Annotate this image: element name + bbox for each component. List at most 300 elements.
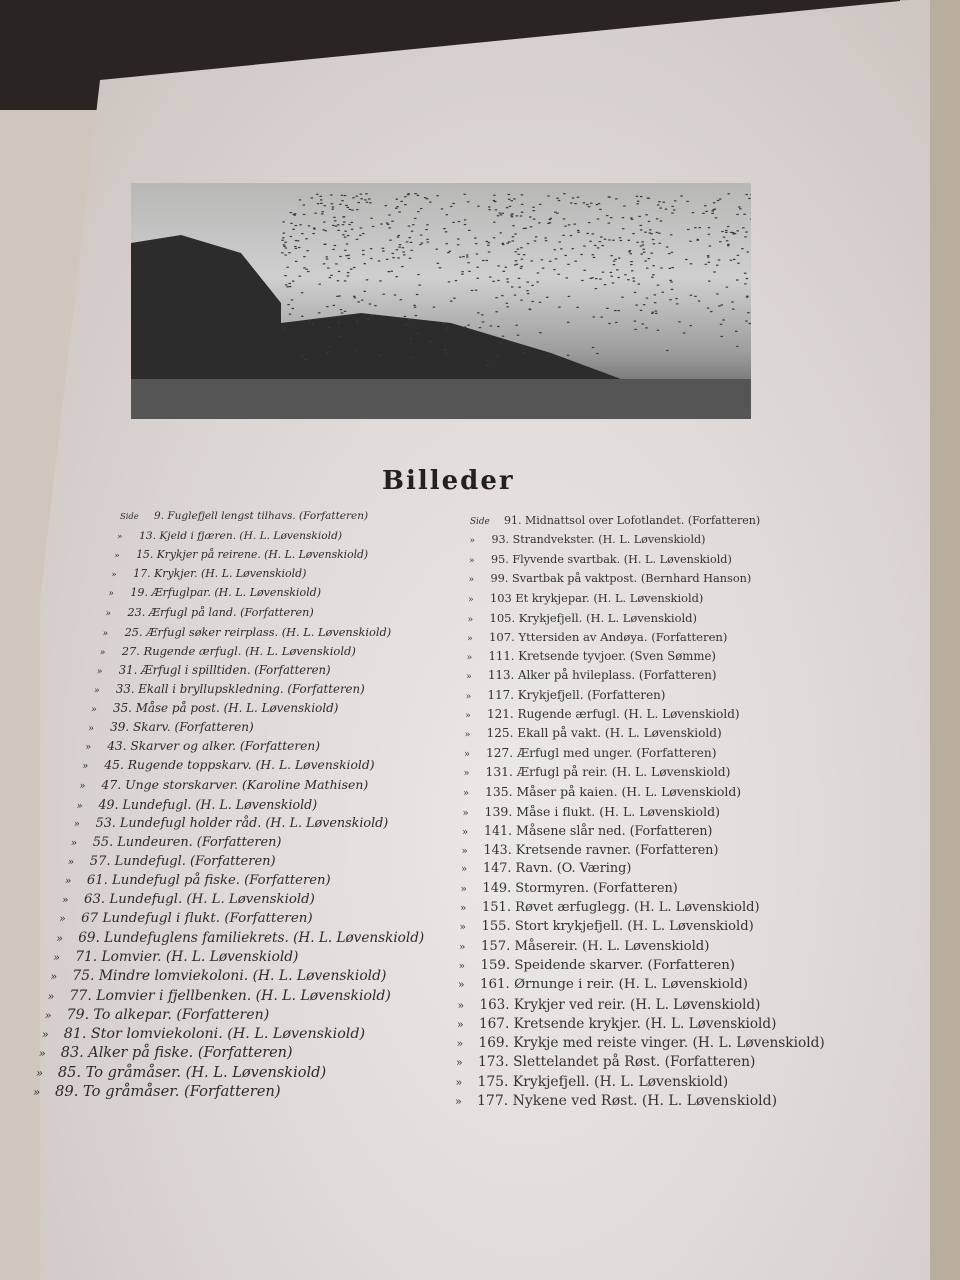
bird-mark	[284, 254, 287, 255]
bird-mark	[411, 250, 414, 251]
bird-mark	[391, 253, 394, 254]
entry-text: 169. Krykje med reiste vinger. (H. L. Løvenskiold)	[478, 1035, 825, 1052]
entry-text: 15. Krykjer på reirene. (H. L. Løvenskiold)	[136, 548, 369, 562]
bird-mark	[616, 269, 619, 270]
bird-mark	[593, 257, 596, 258]
entry-text: 17. Krykjer. (H. L. Løvenskiold)	[133, 567, 307, 581]
bird-mark	[711, 213, 714, 214]
bird-mark	[342, 234, 345, 235]
ditto-mark: »	[459, 940, 466, 953]
bird-mark	[704, 205, 707, 206]
bird-mark	[613, 261, 616, 262]
bird-mark	[389, 240, 392, 241]
ditto-mark: »	[458, 978, 465, 992]
bird-mark	[618, 258, 621, 259]
bird-mark	[629, 250, 632, 251]
bird-mark	[461, 271, 464, 272]
bird-mark	[342, 224, 345, 225]
bird-mark	[477, 312, 480, 313]
bird-mark	[726, 240, 729, 241]
bird-mark	[493, 222, 496, 223]
bird-mark	[531, 260, 534, 261]
entry-text: 43. Skarver og alker. (Forfatteren)	[107, 739, 320, 754]
bird-mark	[744, 236, 747, 237]
bird-mark	[425, 229, 428, 230]
bird-mark	[396, 206, 399, 207]
bird-mark	[651, 253, 654, 254]
ditto-mark: »	[460, 902, 467, 914]
bird-mark	[361, 300, 364, 301]
bird-mark	[305, 359, 308, 360]
bird-mark	[655, 313, 658, 314]
bird-mark	[739, 208, 742, 209]
bird-mark	[596, 353, 599, 354]
bird-mark	[720, 324, 723, 325]
bird-mark	[645, 214, 648, 215]
bird-mark	[351, 222, 354, 223]
bird-mark	[595, 288, 598, 289]
list-item	[469, 553, 732, 566]
bird-mark	[730, 260, 733, 261]
bird-mark	[531, 301, 534, 302]
bird-mark	[521, 204, 524, 205]
bird-mark	[517, 254, 520, 255]
ditto-mark: »	[96, 665, 103, 677]
ditto-mark: »	[70, 836, 77, 849]
bird-mark	[333, 305, 336, 306]
bird-mark	[283, 246, 286, 247]
bird-mark	[298, 247, 301, 248]
bird-mark	[673, 209, 676, 210]
bird-mark	[360, 198, 363, 199]
bird-mark	[303, 214, 306, 215]
bird-mark	[669, 280, 672, 281]
bird-mark	[348, 224, 351, 225]
bird-mark	[468, 271, 471, 272]
list-item	[459, 939, 709, 954]
list-item	[463, 784, 741, 799]
bird-mark	[549, 261, 552, 262]
entry-text: 117. Krykjefjell. (Forfatteren)	[487, 687, 666, 702]
bird-mark	[378, 355, 381, 356]
bird-mark	[493, 237, 496, 238]
bird-mark	[486, 365, 489, 366]
bird-mark	[325, 230, 328, 231]
ditto-mark: »	[33, 1085, 41, 1099]
bird-mark	[295, 225, 298, 226]
entry-text: 33. Ekall i bryllupskledning. (Forfatteren)	[115, 681, 365, 696]
bird-mark	[614, 259, 617, 260]
bird-mark	[742, 227, 745, 228]
bird-mark	[567, 355, 570, 356]
bird-mark	[593, 316, 596, 317]
bird-mark	[412, 224, 415, 225]
bird-mark	[285, 284, 288, 285]
bird-mark	[305, 269, 308, 270]
entry-text: 135. Måser på kaien. (H. L. Løvenskiold)	[485, 784, 742, 800]
list-item	[456, 1074, 729, 1090]
bird-mark	[447, 252, 450, 253]
entry-text: 27. Rugende ærfugl. (H. L. Løvenskiold)	[121, 643, 356, 658]
bird-mark	[475, 290, 478, 291]
entry-text: 175. Krykjefjell. (H. L. Løvenskiold)	[477, 1073, 729, 1090]
bird-mark	[563, 193, 566, 194]
bird-mark	[290, 212, 293, 213]
bird-mark	[312, 233, 315, 234]
ditto-mark: »	[469, 555, 475, 566]
list-item	[462, 823, 712, 838]
bird-mark	[719, 198, 722, 199]
bird-mark	[285, 247, 288, 248]
list-item	[56, 930, 424, 946]
bird-mark	[617, 310, 620, 311]
list-item	[462, 842, 719, 857]
ditto-mark: »	[64, 874, 72, 887]
entry-text: 55. Lundeuren. (Forfatteren)	[92, 834, 282, 850]
entry-text: 47. Unge storskarver. (Karoline Mathisen)	[101, 777, 369, 793]
bird-mark	[521, 194, 524, 195]
bird-mark	[522, 353, 525, 354]
bird-mark	[414, 307, 417, 308]
side-label: Side	[120, 511, 139, 521]
list-item	[114, 548, 368, 561]
bird-mark	[489, 276, 492, 277]
entry-text: 121. Rugende ærfugl. (H. L. Løvenskiold)	[487, 707, 740, 721]
bird-mark	[655, 310, 658, 311]
bird-mark	[671, 212, 674, 213]
bird-mark	[708, 227, 711, 228]
bird-mark	[520, 247, 523, 248]
bird-mark	[417, 333, 420, 334]
bird-mark	[649, 229, 652, 230]
bird-mark	[488, 251, 491, 252]
bird-mark	[289, 286, 292, 287]
bird-mark	[380, 223, 383, 224]
bird-mark	[721, 304, 724, 305]
bird-mark	[524, 228, 527, 229]
list-item	[457, 1016, 776, 1032]
bird-mark	[344, 195, 347, 196]
bird-mark	[716, 265, 719, 266]
bird-mark	[494, 201, 497, 202]
ditto-mark: »	[468, 574, 475, 585]
ditto-mark: »	[50, 970, 58, 984]
bird-mark	[647, 198, 650, 199]
bird-mark	[332, 209, 335, 210]
bird-mark	[338, 271, 341, 272]
bird-mark	[482, 321, 485, 322]
bird-mark	[597, 218, 600, 219]
ditto-mark: »	[465, 690, 472, 702]
bird-mark	[365, 193, 368, 194]
bird-mark	[640, 229, 643, 230]
bird-mark	[658, 201, 661, 202]
bird-mark	[458, 221, 461, 222]
bird-mark	[544, 237, 547, 238]
bird-mark	[622, 228, 625, 229]
ditto-mark: »	[82, 761, 89, 773]
bird-mark	[511, 286, 514, 287]
bird-mark	[717, 200, 720, 201]
bird-mark	[356, 209, 359, 210]
bird-mark	[659, 207, 662, 208]
bird-mark	[292, 308, 295, 309]
list-item	[463, 804, 720, 819]
bird-mark	[481, 314, 484, 315]
ditto-mark: »	[108, 589, 114, 600]
ditto-mark: »	[59, 912, 66, 926]
bird-mark	[341, 195, 344, 196]
bird-mark	[450, 206, 453, 207]
bird-mark	[634, 292, 637, 293]
bird-mark	[646, 298, 649, 299]
bird-mark	[610, 276, 613, 277]
list-item	[461, 861, 631, 876]
bird-mark	[303, 256, 306, 257]
list-item	[42, 1026, 365, 1042]
bird-mark	[337, 224, 340, 225]
bird-mark	[360, 227, 363, 228]
list-item	[458, 997, 761, 1013]
bird-mark	[694, 296, 697, 297]
bird-mark	[351, 229, 354, 230]
bird-mark	[669, 299, 672, 300]
bird-mark	[368, 198, 371, 199]
bird-mark	[707, 307, 710, 308]
bird-mark	[645, 327, 648, 328]
bird-mark	[520, 300, 523, 301]
bird-mark	[497, 215, 500, 216]
bird-mark	[630, 253, 633, 254]
entry-text: 71. Lomvier. (H. L. Løvenskiold)	[75, 949, 299, 966]
list-item	[461, 881, 678, 896]
bird-mark	[610, 255, 613, 256]
bird-mark	[413, 305, 416, 306]
list-item	[469, 572, 752, 585]
bird-mark	[417, 274, 420, 275]
bird-mark	[670, 281, 673, 282]
bird-mark	[500, 232, 503, 233]
bird-mark	[745, 320, 748, 321]
bird-mark	[666, 246, 669, 247]
bird-mark	[641, 323, 644, 324]
bird-mark	[462, 256, 465, 257]
bird-mark	[590, 203, 593, 204]
bird-mark	[505, 267, 508, 268]
bird-mark	[474, 237, 477, 238]
ditto-mark: »	[35, 1065, 44, 1080]
bird-mark	[477, 278, 480, 279]
bird-mark	[553, 269, 556, 270]
bird-mark	[441, 208, 444, 209]
bird-mark	[487, 245, 490, 246]
bird-mark	[654, 302, 657, 303]
bird-mark	[586, 204, 589, 205]
list-item	[464, 746, 717, 760]
entry-text: 9. Fuglefjell lengst tilhavs. (Forfatteren)	[154, 510, 369, 522]
bird-mark	[335, 226, 338, 227]
bird-mark	[406, 241, 409, 242]
bird-mark	[649, 232, 652, 233]
bird-mark	[429, 341, 432, 342]
bird-mark	[747, 251, 750, 252]
bird-mark	[501, 213, 504, 214]
ditto-mark: »	[91, 704, 97, 715]
bird-mark	[644, 260, 647, 261]
list-item	[456, 1054, 755, 1070]
bird-mark	[512, 225, 515, 226]
bird-mark	[588, 206, 591, 207]
bird-mark	[344, 250, 347, 251]
bird-mark	[708, 234, 711, 235]
entry-text: 125. Ekall på vakt. (H. L. Løvenskiold)	[486, 726, 722, 741]
bird-mark	[514, 233, 517, 234]
bird-mark	[350, 269, 353, 270]
entry-text: 23. Ærfugl på land. (Forfatteren)	[127, 605, 314, 619]
bird-mark	[535, 236, 538, 237]
bird-mark	[362, 250, 365, 251]
ditto-mark: »	[457, 998, 465, 1012]
bird-mark	[570, 202, 573, 203]
bird-mark	[547, 195, 550, 196]
bird-mark	[711, 210, 714, 211]
bird-mark	[345, 205, 348, 206]
bird-mark	[394, 294, 397, 295]
bird-mark	[736, 279, 739, 280]
bird-mark	[648, 258, 651, 259]
bird-mark	[580, 254, 583, 255]
bird-mark	[385, 205, 388, 206]
bird-mark	[718, 259, 721, 260]
bird-mark	[360, 193, 363, 194]
bird-mark	[657, 204, 660, 205]
bird-mark	[408, 225, 411, 226]
bird-mark	[608, 223, 611, 224]
bird-mark	[554, 249, 557, 250]
bird-mark	[411, 231, 414, 232]
entry-text: 85. To gråmåser. (H. L. Løvenskiold)	[57, 1063, 327, 1081]
bird-mark	[452, 203, 455, 204]
bird-mark	[471, 290, 474, 291]
bird-mark	[297, 240, 300, 241]
entry-text: 131. Ærfugl på reir. (H. L. Løvenskiold)	[485, 764, 731, 779]
bird-mark	[685, 259, 688, 260]
bird-mark	[457, 244, 460, 245]
bird-mark	[404, 204, 407, 205]
entry-text: 31. Ærfugl i spilltiden. (Forfatteren)	[118, 662, 331, 677]
entry-text: 53. Lundefugl holder råd. (H. L. Løvenskiold)	[95, 815, 389, 831]
bird-mark	[671, 206, 674, 207]
bird-mark	[542, 268, 545, 269]
bird-mark	[592, 347, 595, 348]
bird-mark	[445, 231, 448, 232]
bird-mark	[735, 331, 738, 332]
bird-mark	[545, 240, 548, 241]
bird-mark	[486, 260, 489, 261]
bird-mark	[502, 244, 505, 245]
bird-mark	[429, 202, 432, 203]
bird-mark	[632, 277, 635, 278]
bird-mark	[507, 306, 510, 307]
entry-text: 81. Stor lomviekoloni. (H. L. Løvenskiold)	[63, 1025, 366, 1042]
bird-mark	[318, 312, 321, 313]
bird-mark	[497, 326, 500, 327]
bird-mark	[311, 197, 314, 198]
list-item	[77, 797, 318, 812]
ditto-mark: »	[468, 595, 474, 606]
ditto-mark: »	[111, 570, 117, 581]
bird-mark	[640, 253, 643, 254]
list-item	[464, 765, 731, 779]
bird-mark	[402, 247, 405, 248]
bird-mark	[508, 194, 511, 195]
bird-mark	[516, 215, 519, 216]
bird-mark	[400, 299, 403, 300]
bird-mark	[608, 323, 611, 324]
bird-mark	[601, 245, 604, 246]
entry-text: 93. Strandvekster. (H. L. Løvenskiold)	[491, 533, 706, 547]
bird-mark	[354, 297, 357, 298]
ditto-mark: »	[117, 532, 123, 543]
bird-mark	[444, 349, 447, 350]
bird-mark	[599, 278, 602, 279]
ditto-mark: »	[44, 1008, 52, 1022]
bird-mark	[506, 303, 509, 304]
bird-mark	[332, 206, 335, 207]
bird-mark	[326, 306, 329, 307]
bird-mark	[733, 259, 736, 260]
bird-mark	[666, 350, 669, 351]
bird-mark	[692, 212, 695, 213]
bird-mark	[600, 236, 603, 237]
bird-mark	[680, 195, 683, 196]
bird-mark	[748, 198, 751, 199]
bird-mark	[527, 243, 530, 244]
bird-mark	[577, 232, 580, 233]
bird-mark	[568, 296, 571, 297]
bird-mark	[445, 243, 448, 244]
bird-mark	[574, 203, 577, 204]
bird-mark	[678, 321, 681, 322]
bird-mark	[426, 198, 429, 199]
bird-mark	[640, 196, 643, 197]
bird-mark	[330, 194, 333, 195]
entry-text: 143. Kretsende ravner. (Forfatteren)	[483, 842, 719, 858]
bird-mark	[734, 233, 737, 234]
bird-mark	[308, 321, 311, 322]
bird-mark	[750, 219, 751, 220]
bird-mark	[671, 289, 674, 290]
ditto-mark: »	[467, 613, 474, 625]
bird-mark	[662, 292, 665, 293]
ditto-mark: »	[88, 723, 94, 735]
bird-mark	[745, 194, 748, 195]
bird-mark	[282, 237, 285, 238]
bird-mark	[353, 267, 356, 268]
bird-mark	[606, 215, 609, 216]
bird-mark	[628, 240, 631, 241]
bird-mark	[520, 268, 523, 269]
bird-mark	[537, 272, 540, 273]
bird-mark	[576, 307, 579, 308]
entry-text: 45. Rugende toppskarv. (H. L. Løvenskiold)	[104, 758, 375, 773]
bird-mark	[702, 213, 705, 214]
entry-text: 177. Nykene ved Røst. (H. L. Løvenskiold)	[477, 1093, 778, 1109]
bird-mark	[421, 242, 424, 243]
list-item	[53, 949, 298, 965]
entry-text: 147. Ravn. (O. Væring)	[483, 861, 632, 877]
bird-mark	[329, 277, 332, 278]
